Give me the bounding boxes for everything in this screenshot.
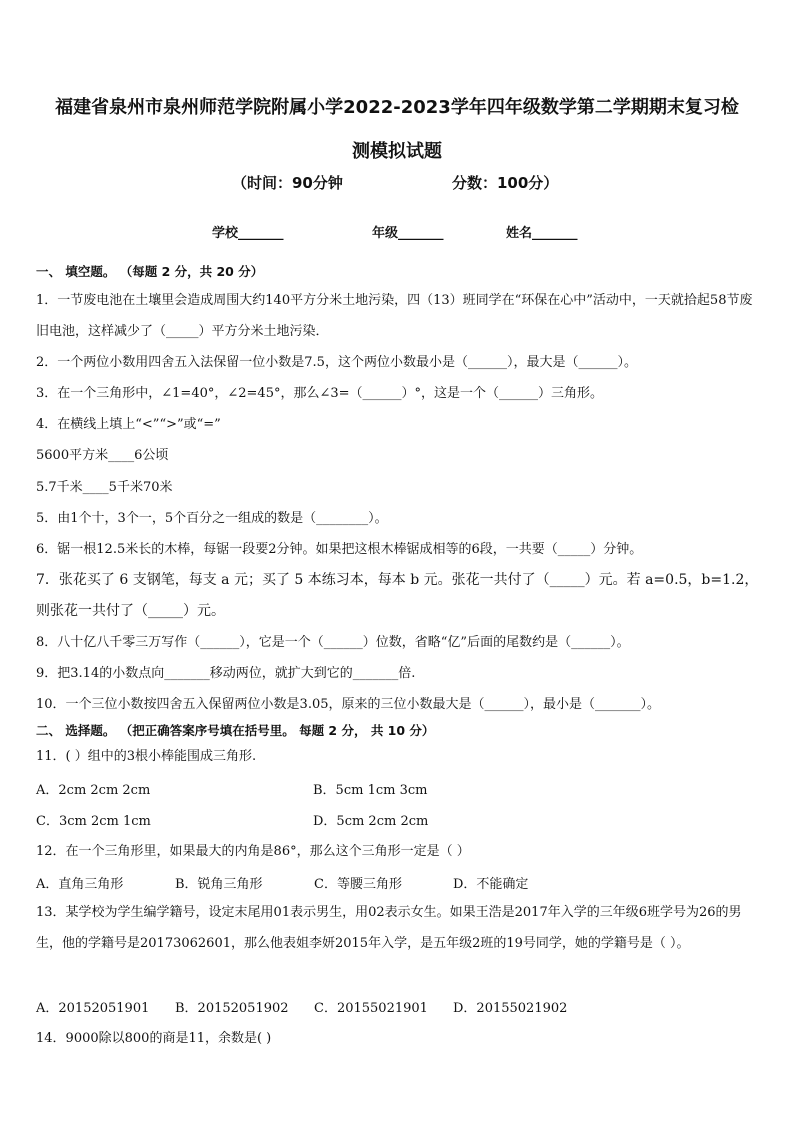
question-14: 14．9000除以800的商是11，余数是( ) bbox=[36, 1031, 272, 1046]
question-11-option-a: A．2cm 2cm 2cm bbox=[36, 783, 151, 798]
question-11-option-d: D．5cm 2cm 2cm bbox=[313, 814, 429, 829]
section-1-note: （每题 2 分，共 20 分） bbox=[119, 264, 264, 279]
question-8: 8．八十亿八千零三万写作（______），它是一个（______）位数，省略“亿”后面的尾数约是（______）。 bbox=[36, 635, 630, 650]
question-12-option-c: C．等腰三角形 bbox=[314, 877, 402, 892]
question-10: 10．一个三位小数按四舍五入保留两位小数是3.05，原来的三位小数最大是（______），最小是（_______）。 bbox=[36, 697, 660, 712]
section-1-title: 一、 填空题。 bbox=[36, 264, 116, 279]
question-12-option-d: D．不能确定 bbox=[453, 877, 529, 892]
question-12-option-a: A．直角三角形 bbox=[36, 877, 124, 892]
exam-score: 分数：100分） bbox=[452, 174, 559, 192]
title-line-1: 福建省泉州市泉州师范学院附属小学2022-2023学年四年级数学第二学期期末复习检 bbox=[55, 97, 739, 118]
question-9: 9．把3.14的小数点向_______移动两位，就扩大到它的_______倍. bbox=[36, 666, 416, 681]
section-2-note: （把正确答案序号填在括号里。 每题 2 分， 共 10 分） bbox=[119, 723, 435, 738]
exam-title bbox=[30, 86, 764, 174]
question-13-option-b: B．20152051902 bbox=[175, 1001, 289, 1016]
question-5: 5．由1个十，3个一，5个百分之一组成的数是（________）。 bbox=[36, 511, 388, 526]
question-6: 6．锯一根12.5米长的木棒，每锯一段要2分钟。如果把这根木棒锯成相等的6段，一共要（_____）分钟。 bbox=[36, 542, 643, 557]
name-field: 姓名_______ bbox=[506, 226, 578, 241]
exam-time: （时间：90分钟 bbox=[232, 174, 343, 192]
question-13: 13．某学校为学生编学籍号，设定末尾用01表示男生，用02表示女生。如果王浩是2017年入学的三年级6班学号为26的男生，他的学籍号是20173062601，那么他表姐李妍2015年入学，是五年级2班的19号同学，她的学籍号是（ ）。 bbox=[36, 905, 742, 951]
question-13-option-a: A．20152051901 bbox=[36, 1001, 150, 1016]
question-11-option-c: C．3cm 2cm 1cm bbox=[36, 814, 151, 829]
question-11: 11．( ）组中的3根小棒能围成三角形. bbox=[36, 749, 257, 764]
grade-field: 年级_______ bbox=[372, 226, 444, 241]
question-1: 1．一节废电池在土壤里会造成周围大约140平方分米土地污染，四（13）班同学在“环保在心中”活动中，一天就拾起58节废旧电池，这样减少了（_____）平方分米土地污染． bbox=[36, 293, 753, 339]
question-4-item-a: 5600平方米____6公顷 bbox=[36, 448, 169, 463]
section-1-heading bbox=[36, 262, 760, 282]
question-2: 2．一个两位小数用四舍五入法保留一位小数是7.5，这个两位小数最小是（______），最大是（______）。 bbox=[36, 355, 637, 370]
question-13-option-c: C．20155021901 bbox=[314, 1001, 428, 1016]
question-4-item-b: 5.7千米____5千米70米 bbox=[36, 480, 173, 495]
question-3: 3．在一个三角形中，∠1=40°，∠2=45°，那么∠3=（______）°，这是一个（______）三角形。 bbox=[36, 386, 604, 401]
school-field: 学校_______ bbox=[212, 226, 284, 241]
question-7: 7．张花买了 6 支钢笔，每支 a 元；买了 5 本练习本，每本 b 元。张花一共付了（_____）元。若 a=0.5，b=1.2，则张花一共付了（_____）元。 bbox=[36, 572, 759, 619]
question-12: 12．在一个三角形里，如果最大的内角是86°，那么这个三角形一定是（ ） bbox=[36, 844, 470, 859]
question-12-option-b: B．锐角三角形 bbox=[175, 877, 263, 892]
title-line-2: 测模拟试题 bbox=[352, 141, 442, 162]
question-4: 4．在横线上填上“<”“>”或“=” bbox=[36, 417, 221, 432]
question-13-option-d: D．20155021902 bbox=[453, 1001, 568, 1016]
section-2-title: 二、 选择题。 bbox=[36, 723, 116, 738]
section-2-heading bbox=[36, 721, 760, 741]
question-11-option-b: B．5cm 1cm 3cm bbox=[313, 783, 428, 798]
